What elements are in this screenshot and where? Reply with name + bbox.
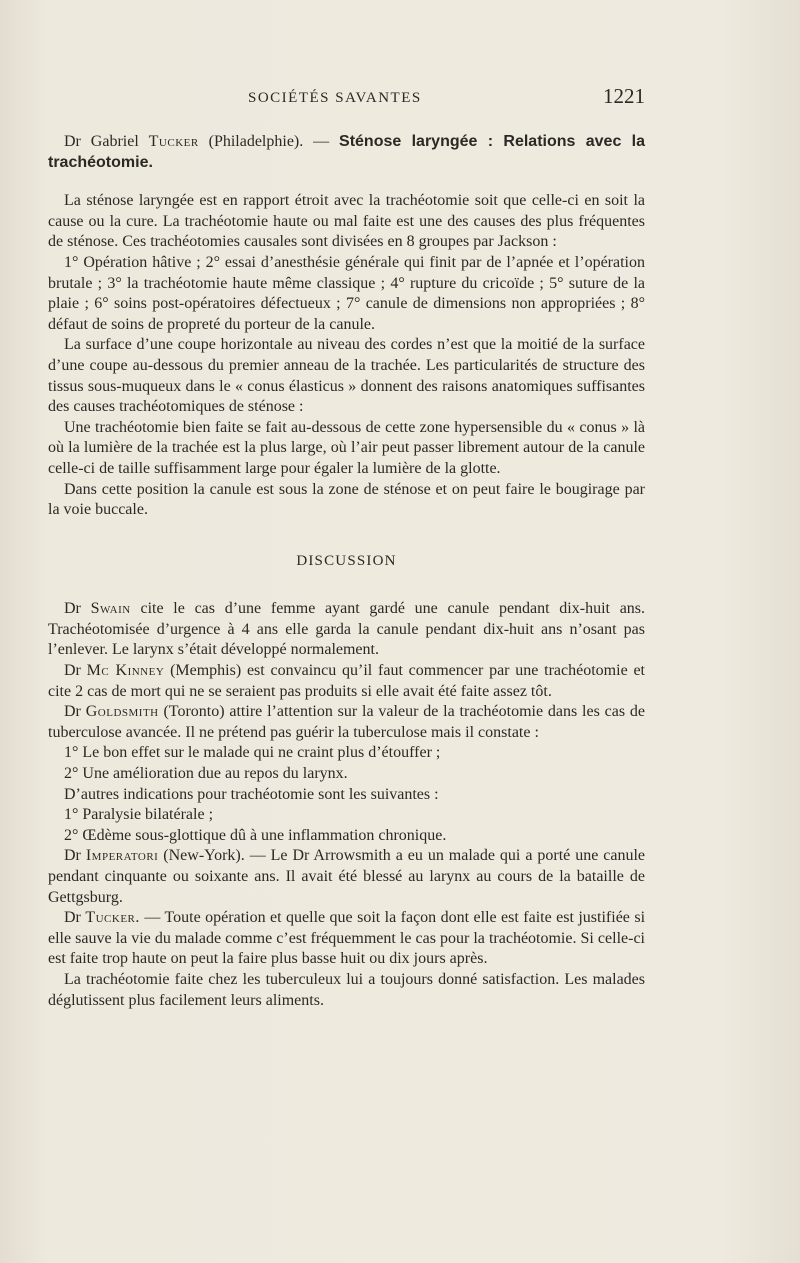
- imperatori-name: Imperatori: [85, 847, 159, 865]
- discussion-heading: DISCUSSION: [296, 552, 397, 569]
- kinney-prefix: Dr: [64, 662, 81, 680]
- tucker-name: Tucker.: [85, 909, 140, 927]
- goldsmith-point-1: 1° Le bon effet sur le malade qui ne craint plus d’étouffer ;: [64, 744, 441, 762]
- discussion-tucker: [48, 908, 645, 970]
- paragraph-4: Une trachéotomie bien faite se fait au-dessous de cette zone hypersensible du « conus » là où la lumière de la trachée est la plus large, où l’air peut passer librement autour de la canule celle-ci de taille suffisamment large pour égaler la lumière de la glotte.: [48, 418, 645, 477]
- page-number: 1221: [603, 84, 645, 108]
- author-last-name: Tucker: [148, 133, 199, 150]
- other-indications: D’autres indications pour trachéotomie sont les suivantes :: [64, 785, 439, 803]
- tucker-text: — Toute opération et quelle que soit la façon dont elle est faite est justifiée si elle sauve la vie du malade comme c’est fréquemment le cas pour la trachéotomie. Si celle-ci est faite trop haute on peut la faire plus basse huit ou dix jours après.: [48, 909, 646, 968]
- indication-1: 1° Paralysie bilatérale ;: [64, 806, 214, 824]
- goldsmith-text: (Toronto) attire l’attention sur la valeur de la trachéotomie dans les cas de tuberculose avancée. Il ne prétend pas guérir la tuberculose mais il constate :: [48, 703, 646, 741]
- discussion-kinney: [48, 661, 645, 702]
- paragraph-2: 1° Opération hâtive ; 2° essai d’anesthésie générale qui finit par de l’apnée et l’opération brutale ; 3° la trachéotomie haute même classique ; 4° rupture du cricoïde ; 5° suture de la plaie ; 6° soins post-opératoires défectueux ; 7° canule de dimensions non appropriées ; 8° défaut de soins de propreté du porteur de la canule.: [48, 253, 645, 333]
- paragraph-5: Dans cette position la canule est sous la zone de sténose et on peut faire le bougirage par la voie buccale.: [48, 480, 645, 519]
- goldsmith-name: Goldsmith: [85, 703, 159, 721]
- imperatori-text: (New-York). — Le Dr Arrowsmith a eu un malade qui a porté une canule pendant cinquante ou soixante ans. Il avait été blessé au larynx au cours de la bataille de Gettgsburg.: [48, 847, 645, 906]
- goldsmith-prefix: Dr: [64, 703, 81, 721]
- discussion-swain: [48, 599, 645, 661]
- kinney-name: Mc Kinney: [86, 662, 165, 680]
- paragraph-3: La surface d’une coupe horizontale au niveau des cordes n’est que la moitié de la surface d’une coupe au-dessous du premier anneau de la trachée. Les particularités de structure des tissus sous-muqueux dans le « conus élasticus » donnent des raisons anatomiques suffisantes des causes trachéotomiques de sténose :: [48, 336, 645, 416]
- article-title: [48, 132, 645, 173]
- page-content: [48, 132, 645, 1011]
- swain-prefix: Dr: [64, 600, 81, 618]
- kinney-text: (Memphis) est convaincu qu’il faut commencer par une trachéotomie et cite 2 cas de mort qui ne se seraient pas produits si elle avait été faite assez tôt.: [48, 662, 645, 700]
- paragraph-1: La sténose laryngée est en rapport étroit avec la trachéotomie soit que celle-ci en soit la cause ou la cure. La trachéotomie haute ou mal faite est une des causes des plus fréquentes de sténose. Ces trachéotomies causales sont divisées en 8 groupes par Jackson :: [48, 192, 645, 251]
- author-prefix: Dr: [64, 133, 81, 150]
- swain-name: Swain: [90, 600, 131, 618]
- discussion-imperatori: [48, 846, 645, 908]
- article-heading: Sténose laryngée : Relations avec la trachéotomie.: [48, 133, 646, 171]
- author-first-name: Gabriel: [90, 133, 139, 150]
- imperatori-prefix: Dr: [64, 847, 81, 865]
- running-header: [48, 84, 645, 114]
- swain-text: cite le cas d’une femme ayant gardé une canule pendant dix-huit ans. Trachéotomisée d’urgence à 4 ans elle garda la canule pendant dix-huit ans n’osant pas l’enlever. Le larynx s’était développé normalement.: [48, 600, 646, 659]
- goldsmith-point-2: 2° Une amélioration due au repos du larynx.: [64, 765, 348, 783]
- tucker-prefix: Dr: [64, 909, 81, 927]
- closing-paragraph: La trachéotomie faite chez les tuberculeux lui a toujours donné satisfaction. Les malades déglutissent plus facilement leurs aliments.: [48, 970, 645, 1009]
- indication-2: 2° Œdème sous-glottique dû à une inflammation chronique.: [64, 826, 447, 844]
- discussion-goldsmith: [48, 702, 645, 743]
- running-title: SOCIÉTÉS SAVANTES: [248, 90, 422, 106]
- author-place: (Philadelphie). —: [208, 133, 330, 150]
